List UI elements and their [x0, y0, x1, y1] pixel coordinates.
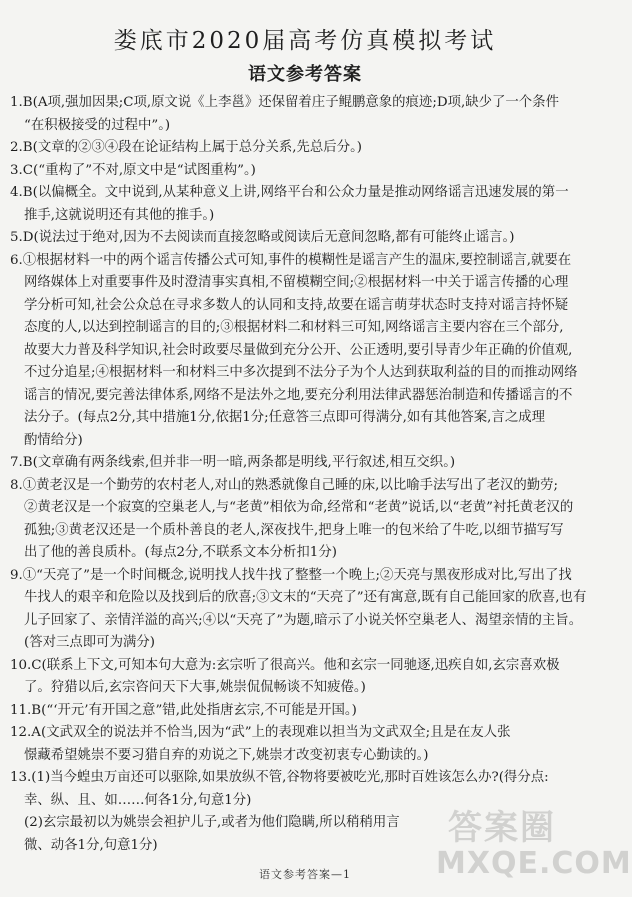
text-line: 酌情给分) [24, 432, 83, 448]
text-line: 谣言的情况,要完善法律体系,网络不是法外之地,要充分利用法律武器惩治制造和传播谣言的不 [24, 387, 573, 403]
text-line: 幸、纵、且、如……何各1分,句意1分) [24, 792, 252, 808]
answer-key-heading: 语文参考答案 [248, 64, 362, 85]
text-line: 5.D(说法过于绝对,因为不去阅读而直接忽略或阅读后无意间忽略,都有可能终止谣言。) [10, 230, 515, 245]
text-line: 4.B(以偏概全。文中说到,从某种意义上讲,网络平台和公众力量是推动网络谣言迅速发展的第一 [10, 185, 569, 200]
text-line: 学分析可知,社会公众总在寻求多数人的认同和支持,故要在谣言萌芽状态时支持对谣言持怀疑 [24, 297, 569, 313]
text-line: 了。狩猎以后,玄宗咨问天下大事,姚崇侃侃畅谈不知疲倦。) [24, 680, 366, 695]
text-line: 6.①根据材料一中的两个谣言传播公式可知,事件的模糊性是谣言产生的温床,要控制谣言,就要在 [10, 252, 572, 268]
answer-body [10, 92, 594, 857]
text-line: 13.(1)当今蝗虫万亩还可以驱除,如果放纵不管,谷物将要被吃光,那时百姓该怎么办?(得分点: [10, 770, 549, 785]
text-line: 网络媒体上对重要事件及时澄清事实真相,不留模糊空间;②根据材料一中关于谣言传播的心理 [24, 275, 569, 290]
text-line: 法分子。(每点2分,其中措施1分,依据1分;任意答三点即可得满分,如有其他答案,言之成理 [24, 410, 545, 425]
text-line: 12.A(文武双全的说法并不恰当,因为“武”上的表现难以担当为文武双全;且是在友人张 [10, 725, 511, 740]
text-line: 牛找人的艰辛和危险以及找到后的欣喜;③文末的“天亮了”还有寓意,既有自己能回家的欣喜,也有 [24, 590, 587, 605]
text-line: 出了他的善良质朴。(每点2分,不联系文本分析扣1分) [24, 545, 337, 560]
text-line: 10.C(联系上下文,可知本句大意为:玄宗听了很高兴。他和玄宗一同驰逐,迅疾自如,玄宗喜欢极 [10, 657, 560, 673]
text-line: (2)玄宗最初以为姚崇会袒护儿子,或者为他们隐瞒,所以稍稍用言 [24, 815, 400, 830]
text-line: 1.B(A项,强加因果;C项,原文说《上李邕》还保留着庄子鲲鹏意象的痕迹;D项,缺少了一个条件 [10, 95, 559, 110]
text-line: 7.B(文章确有两条线索,但并非一明一暗,两条都是明线,平行叙述,相互交织。) [10, 455, 456, 470]
text-line: 3.C(“重构了”不对,原文中是“试图重构”。) [10, 162, 256, 178]
text-line: 9.①“天亮了”是一个时间概念,说明找人找牛找了整整一个晚上;②天亮与黑夜形成对比,写出了找 [10, 567, 572, 583]
text-line: 憬藏希望姚崇不要习猎自弃的劝说之下,姚崇才改变初衷专心勤读的。) [24, 747, 429, 763]
exam-title: 娄底市2020届高考仿真模拟考试 [113, 28, 497, 54]
watermark-logo: 答案圈 [448, 808, 556, 848]
text-line: ②黄老汉是一个寂寞的空巢老人,与“老黄”相依为命,经常和“老黄”说话,以“老黄”衬托黄老汉的 [24, 500, 574, 515]
text-line: “在积极接受的过程中”。) [24, 117, 171, 133]
text-line: 故要大力普及科学知识,社会时政要尽量做到充分公开、公正透明,要引导青少年正确的价值观, [24, 342, 573, 358]
watermark-url: MXQE.COM [436, 846, 632, 881]
text-line: 8.①黄老汉是一个勤劳的农村老人,对山的熟悉就像自己睡的床,以比喻手法写出了老汉的勤劳; [10, 477, 559, 493]
text-line: 不过分追星;④根据材料一和材料三中多次提到不法分子为个人达到获取利益的目的而推动网络 [24, 365, 578, 380]
text-line: 11.B(“‘开元’有开国之意”错,此处指唐玄宗,不可能是开国。) [10, 702, 357, 718]
text-line: 微、动各1分,句意1分) [24, 837, 158, 853]
text-line: 儿子回家了、亲情洋溢的高兴;④以“天亮了”为题,暗示了小说关怀空巢老人、渴望亲情的主旨。 [24, 612, 583, 628]
text-line: 孤独;③黄老汉还是一个质朴善良的老人,深夜找牛,把身上唯一的包米给了牛吃,以细节描写写 [24, 522, 564, 538]
text-line: 2.B(文章的②③④段在论证结构上属于总分关系,先总后分。) [10, 140, 362, 155]
text-line: 推手,这就说明还有其他的推手。) [24, 207, 215, 223]
text-line: 态度的人,以达到控制谣言的目的;③根据材料二和材料三可知,网络谣言主要内容在三个部分, [24, 320, 564, 335]
text-line: (答对三点即可为满分) [24, 635, 155, 650]
page-footer: 语文参考答案—1 [259, 868, 351, 881]
